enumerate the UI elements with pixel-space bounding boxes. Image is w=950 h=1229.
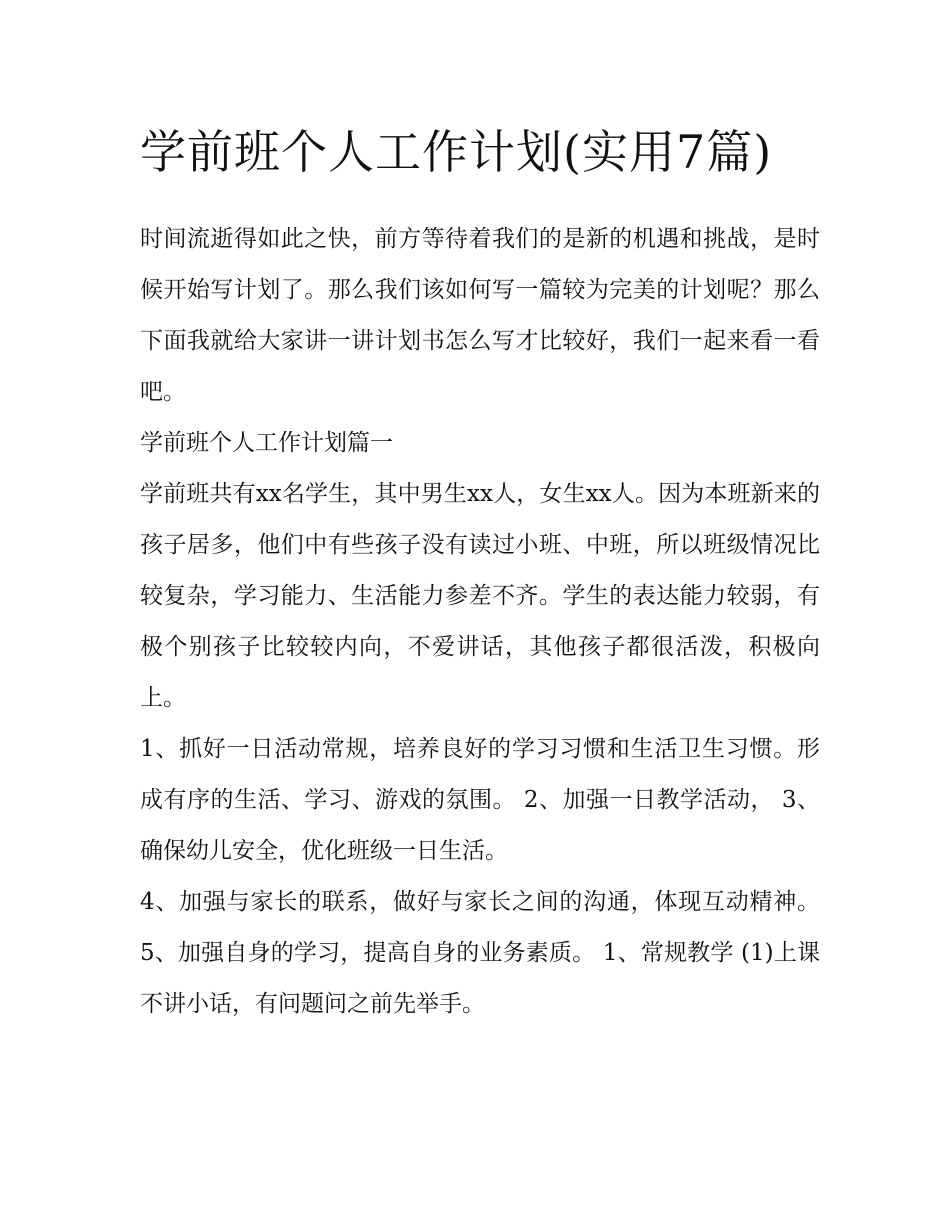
document-title: 学前班个人工作计划(实用7篇): [140, 125, 773, 179]
section-heading: 学前班个人工作计划篇一: [140, 430, 393, 456]
body-paragraph: 1、抓好一日活动常规，培养良好的学习习惯和生活卫生习惯。形成有序的生活、学习、游戏的氛围。 2、加强一日教学活动， 3、确保幼儿安全，优化班级一日生活。: [140, 736, 820, 864]
body-paragraph: 学前班共有xx名学生，其中男生xx人，女生xx人。因为本班新来的孩子居多，他们中有些孩子没有读过小班、中班，所以班级情况比较复杂，学习能力、生活能力参差不齐。学生的表达能力较弱，有极个别孩子比较较内向，不爱讲话，其他孩子都很活泼，积极向上。: [140, 481, 820, 711]
document-body: [140, 214, 820, 1030]
body-paragraph: 4、加强与家长的联系，做好与家长之间的沟通，体现互动精神。 5、加强自身的学习，提高自身的业务素质。 1、常规教学 (1)上课不讲小话，有问题问之前先举手。: [140, 889, 820, 1017]
intro-paragraph: 时间流逝得如此之快，前方等待着我们的是新的机遇和挑战，是时候开始写计划了。那么我们该如何写一篇较为完美的计划呢？那么下面我就给大家讲一讲计划书怎么写才比较好，我们一起来看一看吧。: [140, 226, 820, 405]
document-page: [140, 112, 820, 1030]
